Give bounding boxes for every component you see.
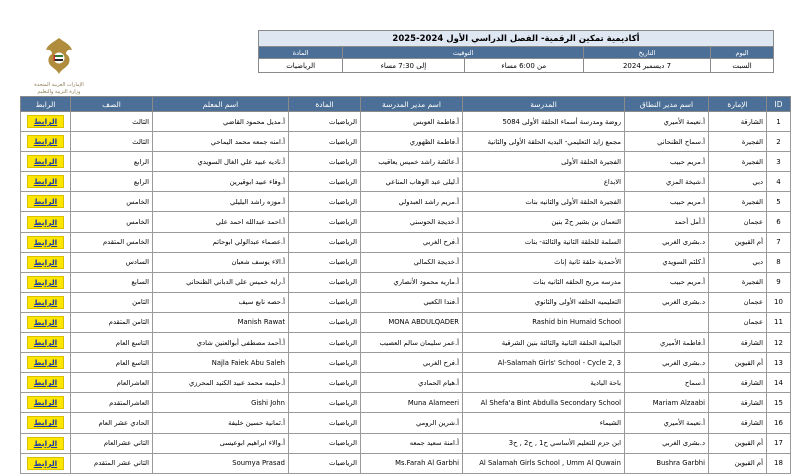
row-teacher: أ.وفاء عبيد ابوقيرين [153,172,289,192]
meeting-link[interactable]: الرابط [27,236,64,249]
row-school: الابداع [463,172,625,192]
row-subject: الرياضيات [289,393,361,413]
row-link [21,232,71,252]
row-school: النعمان بن بشير ح2 بنين [463,212,625,232]
row-grade: الرابع [71,172,153,192]
row-subject: الرياضيات [289,172,361,192]
meeting-link[interactable]: الرابط [27,175,64,188]
row-subject: الرياضيات [289,453,361,473]
row-link [21,132,71,152]
table-row [21,272,791,292]
row-emirate: الفجيرة [709,132,767,152]
row-zone-manager: د.بشرى الغربي [625,433,709,453]
row-zone-manager: أ.نعيمة الأميري [625,112,709,132]
row-principal: أ.خديجة الكمالي [361,252,463,272]
col-subject: المادة [289,97,361,112]
row-zone-manager: أ.شيخة المزي [625,172,709,192]
row-grade: الحادي عشر العام [71,413,153,433]
row-teacher: Gishi John [153,393,289,413]
col-zone-manager: اسم مدير النطاق [625,97,709,112]
table-row [21,152,791,172]
row-teacher: Soumya Prasad [153,453,289,473]
row-id: 13 [767,353,791,373]
row-id: 15 [767,393,791,413]
row-link [21,212,71,232]
row-teacher: Manish Rawat [153,312,289,332]
row-principal: أ.هيام الحمادي [361,373,463,393]
row-teacher: أ.والاء ابراهيم ابوعيسى [153,433,289,453]
row-subject: الرياضيات [289,373,361,393]
row-school: Al Salamah Girls School , Umm Al Quwain [463,453,625,473]
table-row [21,413,791,433]
table-row [21,433,791,453]
row-emirate: عجمان [709,212,767,232]
row-link [21,152,71,172]
meeting-link[interactable]: الرابط [27,416,64,429]
row-principal: أ.خديجة الحوسني [361,212,463,232]
table-row [21,192,791,212]
row-id: 7 [767,232,791,252]
row-grade: السابع [71,272,153,292]
table-row [21,353,791,373]
row-school: الأحمدية حلقة ثانية إناث [463,252,625,272]
row-link [21,252,71,272]
row-subject: الرياضيات [289,292,361,312]
label-subject: المادة [259,47,343,59]
row-id: 14 [767,373,791,393]
row-school: الشيماء [463,413,625,433]
row-id: 18 [767,453,791,473]
row-link [21,172,71,192]
row-id: 1 [767,112,791,132]
row-id: 5 [767,192,791,212]
row-teacher: أ.عصماء عبدالولي ابوحاتم [153,232,289,252]
row-school: روضة ومدرسة أسماء الحلقة الأولى 5084 [463,112,625,132]
row-zone-manager: أ.مريم حبيب [625,272,709,292]
row-principal: MONA ABDULQADER [361,312,463,332]
row-subject: الرياضيات [289,132,361,152]
meeting-link[interactable]: الرابط [27,216,64,229]
table-row [21,132,791,152]
row-grade: الرابع [71,152,153,172]
table-row [21,212,791,232]
label-date: التاريخ [584,47,711,59]
row-school: باحة البادية [463,373,625,393]
row-teacher: Najla Faiek Abu Saleh [153,353,289,373]
row-school: Al Shefa'a Bint Abdulla Secondary School [463,393,625,413]
row-emirate: دبي [709,172,767,192]
label-time: التوقيت [343,47,584,59]
row-emirate: الشارقة [709,413,767,433]
value-subject: الرياضيات [259,59,343,73]
row-id: 10 [767,292,791,312]
row-id: 16 [767,413,791,433]
row-grade: الخامس [71,192,153,212]
row-zone-manager: أ.أمل أحمد [625,212,709,232]
row-school: Rashid bin Humaid School [463,312,625,332]
row-subject: الرياضيات [289,413,361,433]
meeting-link[interactable]: الرابط [27,336,64,349]
value-day: السبت [711,59,774,73]
col-emirate: الإمارة [709,97,767,112]
row-emirate: الفجيرة [709,272,767,292]
row-school: الفجيرة الحلقة الأولى والثانيه بنات [463,192,625,212]
row-teacher: أ.الاء يوسف شعبان [153,252,289,272]
row-teacher: أ.مديل محمود القاضي [153,112,289,132]
row-id: 8 [767,252,791,272]
row-link [21,312,71,332]
row-link [21,112,71,132]
table-row [21,453,791,473]
table-row [21,312,791,332]
row-school: Al-Salamah Girls' School - Cycle 2, 3 [463,353,625,373]
row-principal: أ.فاطمة الظهوري [361,132,463,152]
row-teacher: أ.ناديه عبيد علي الغال السويدي [153,152,289,172]
row-grade: الخامس المتقدم [71,232,153,252]
row-grade: الثالث [71,132,153,152]
row-id: 17 [767,433,791,453]
row-emirate: عجمان [709,292,767,312]
row-id: 11 [767,312,791,332]
label-day: اليوم [711,47,774,59]
row-zone-manager: أ.سماح الظنحاني [625,132,709,152]
value-time-from: من 6:00 مساء [464,59,583,73]
row-link [21,353,71,373]
row-zone-manager: د.بشرى الغربي [625,232,709,252]
row-zone-manager: أ.مريم حبيب [625,192,709,212]
meeting-link[interactable]: الرابط [27,256,64,269]
row-school: الجالمية الحلقة الثانية والثالثة بنين الشرقية [463,333,625,353]
row-subject: الرياضيات [289,192,361,212]
page-title: أكاديمية تمكين الرقمية- الفصل الدراسي الأول 2024-2025 [259,31,774,47]
row-grade: العاشرالمتقدم [71,393,153,413]
row-teacher: أ.ثمانية حسين خليفة [153,413,289,433]
row-teacher: أ.امنه جمعه محمد اليماحي [153,132,289,152]
row-principal: أ.شرين الرومي [361,413,463,433]
row-emirate: الفجيرة [709,192,767,212]
row-subject: الرياضيات [289,212,361,232]
table-row [21,252,791,272]
row-link [21,373,71,393]
row-principal: أ.عمر سليمان سالم العصيب [361,333,463,353]
meeting-link[interactable]: الرابط [27,296,64,309]
table-row [21,393,791,413]
row-principal: أ.امنة سعيد جمعه [361,433,463,453]
row-grade: السادس [71,252,153,272]
row-id: 4 [767,172,791,192]
row-subject: الرياضيات [289,232,361,252]
logo-line-1: الإمارات العربية المتحدة [34,82,84,88]
row-teacher: أ.أحمد مصطفى أبوالعنين شادي [153,333,289,353]
meeting-link[interactable]: الرابط [27,276,64,289]
row-grade: التاسع العام [71,353,153,373]
row-subject: الرياضيات [289,433,361,453]
row-teacher: أ.حليمه محمد عبيد الكنيد المحرزي [153,373,289,393]
row-grade: التاسع العام [71,333,153,353]
meeting-link[interactable]: الرابط [27,195,64,208]
row-zone-manager: Bushra Garbhi [625,453,709,473]
row-school: مدرسه مربح الحلقه الثانيه بنات [463,272,625,292]
row-link [21,333,71,353]
logo-line-2: وزارة التربية والتعليم [37,89,81,95]
row-zone-manager: أ.مريم حبيب [625,152,709,172]
row-principal: أ.فرح الغربي [361,232,463,252]
row-subject: الرياضيات [289,353,361,373]
row-subject: الرياضيات [289,333,361,353]
row-link [21,453,71,473]
row-emirate: الشارقة [709,112,767,132]
row-emirate: الشارقة [709,333,767,353]
row-teacher: أ.رايه خميس علي الدباني الظنحاني [153,272,289,292]
teachers-table [20,96,791,474]
row-subject: الرياضيات [289,112,361,132]
row-link [21,433,71,453]
table-row [21,112,791,132]
meeting-link[interactable]: الرابط [27,135,64,148]
table-row [21,333,791,353]
row-grade: الثامن [71,292,153,312]
row-principal: Muna Alameeri [361,393,463,413]
row-principal: أ.فندا الكعبي [361,292,463,312]
col-grade: الصف [71,97,153,112]
row-school: الفجيرة الحلقة الأولى [463,152,625,172]
row-link [21,192,71,212]
row-emirate: الشارقة [709,393,767,413]
uae-emblem-icon [42,36,76,76]
value-date: 7 ديسمبر 2024 [584,59,711,73]
row-emirate: دبي [709,252,767,272]
table-row [21,172,791,192]
row-subject: الرياضيات [289,252,361,272]
meeting-link[interactable]: الرابط [27,396,64,409]
table-row [21,232,791,252]
row-school: مجمع زايد التعليمي- البديه الحلقة الأولى والثانية [463,132,625,152]
row-link [21,393,71,413]
row-emirate: أم القيوين [709,453,767,473]
row-grade: الثاني عشرالعام [71,433,153,453]
row-id: 3 [767,152,791,172]
row-emirate: أم القيوين [709,433,767,453]
table-row [21,373,791,393]
meeting-link[interactable]: الرابط [27,155,64,168]
value-time-to: إلى 7:30 مساء [343,59,464,73]
meeting-link[interactable]: الرابط [27,115,64,128]
meeting-link[interactable]: الرابط [27,356,64,369]
meeting-link[interactable]: الرابط [27,437,64,450]
meeting-link[interactable]: الرابط [27,457,64,470]
row-link [21,272,71,292]
row-zone-manager: Mariam Alzaabi [625,393,709,413]
row-id: 9 [767,272,791,292]
row-emirate: الشارقة [709,373,767,393]
row-school: ابن حزم للتعليم الأساسي ح1 , ح2 , ح3 [463,433,625,453]
row-id: 12 [767,333,791,353]
row-grade: الثالث [71,112,153,132]
row-principal: أ.ماريه محمود الأنصاري [361,272,463,292]
col-school: المدرسة [463,97,625,112]
table-row [21,292,791,312]
row-subject: الرياضيات [289,312,361,332]
ministry-logo [22,36,96,96]
table-header-row [21,97,791,112]
row-zone-manager: أ.فاطمة الأميري [625,333,709,353]
row-teacher: أ.احمد عبدالله احمد علي [153,212,289,232]
row-school: التعليميه الحلقه الأولى والثانوي [463,292,625,312]
row-emirate: الفجيرة [709,152,767,172]
row-id: 2 [767,132,791,152]
row-zone-manager: د.بشرى الغربي [625,292,709,312]
row-school: السلمة للحلقة الثانية والثالثة- بنات [463,232,625,252]
row-grade: الثامن المتقدم [71,312,153,332]
row-link [21,413,71,433]
row-zone-manager: أ.نعيمة الأميري [625,413,709,433]
col-principal: اسم مدير المدرسة [361,97,463,112]
session-header [258,30,774,73]
row-subject: الرياضيات [289,152,361,172]
col-link: الرابط [21,97,71,112]
row-grade: الخامس [71,212,153,232]
row-zone-manager [625,312,709,332]
row-zone-manager: د.بشرى الغربي [625,353,709,373]
row-principal: أ.ليلى عبد الوهاب المناعي [361,172,463,192]
row-principal: أ.فاطمة العوبس [361,112,463,132]
row-principal: أ.مريم راشد العبدولي [361,192,463,212]
col-teacher: اسم المعلم [153,97,289,112]
row-subject: الرياضيات [289,272,361,292]
row-grade: العاشرالعام [71,373,153,393]
row-zone-manager: أ.سماح [625,373,709,393]
meeting-link[interactable]: الرابط [27,316,64,329]
meeting-link[interactable]: الرابط [27,376,64,389]
row-grade: الثاني عشر المتقدم [71,453,153,473]
row-id: 6 [767,212,791,232]
row-emirate: عجمان [709,312,767,332]
row-teacher: أ.حصه نايع سيف [153,292,289,312]
row-link [21,292,71,312]
col-id: ID [767,97,791,112]
row-emirate: أم القيوين [709,353,767,373]
row-teacher: أ.موزه راشد اليليلي [153,192,289,212]
row-principal: أ.عائشة راشد خميس يعاقيب [361,152,463,172]
row-principal: Ms.Farah Al Garbhi [361,453,463,473]
row-zone-manager: أ.كلثم السويدي [625,252,709,272]
row-principal: أ.فرح الغربي [361,353,463,373]
row-emirate: أم القيوين [709,232,767,252]
